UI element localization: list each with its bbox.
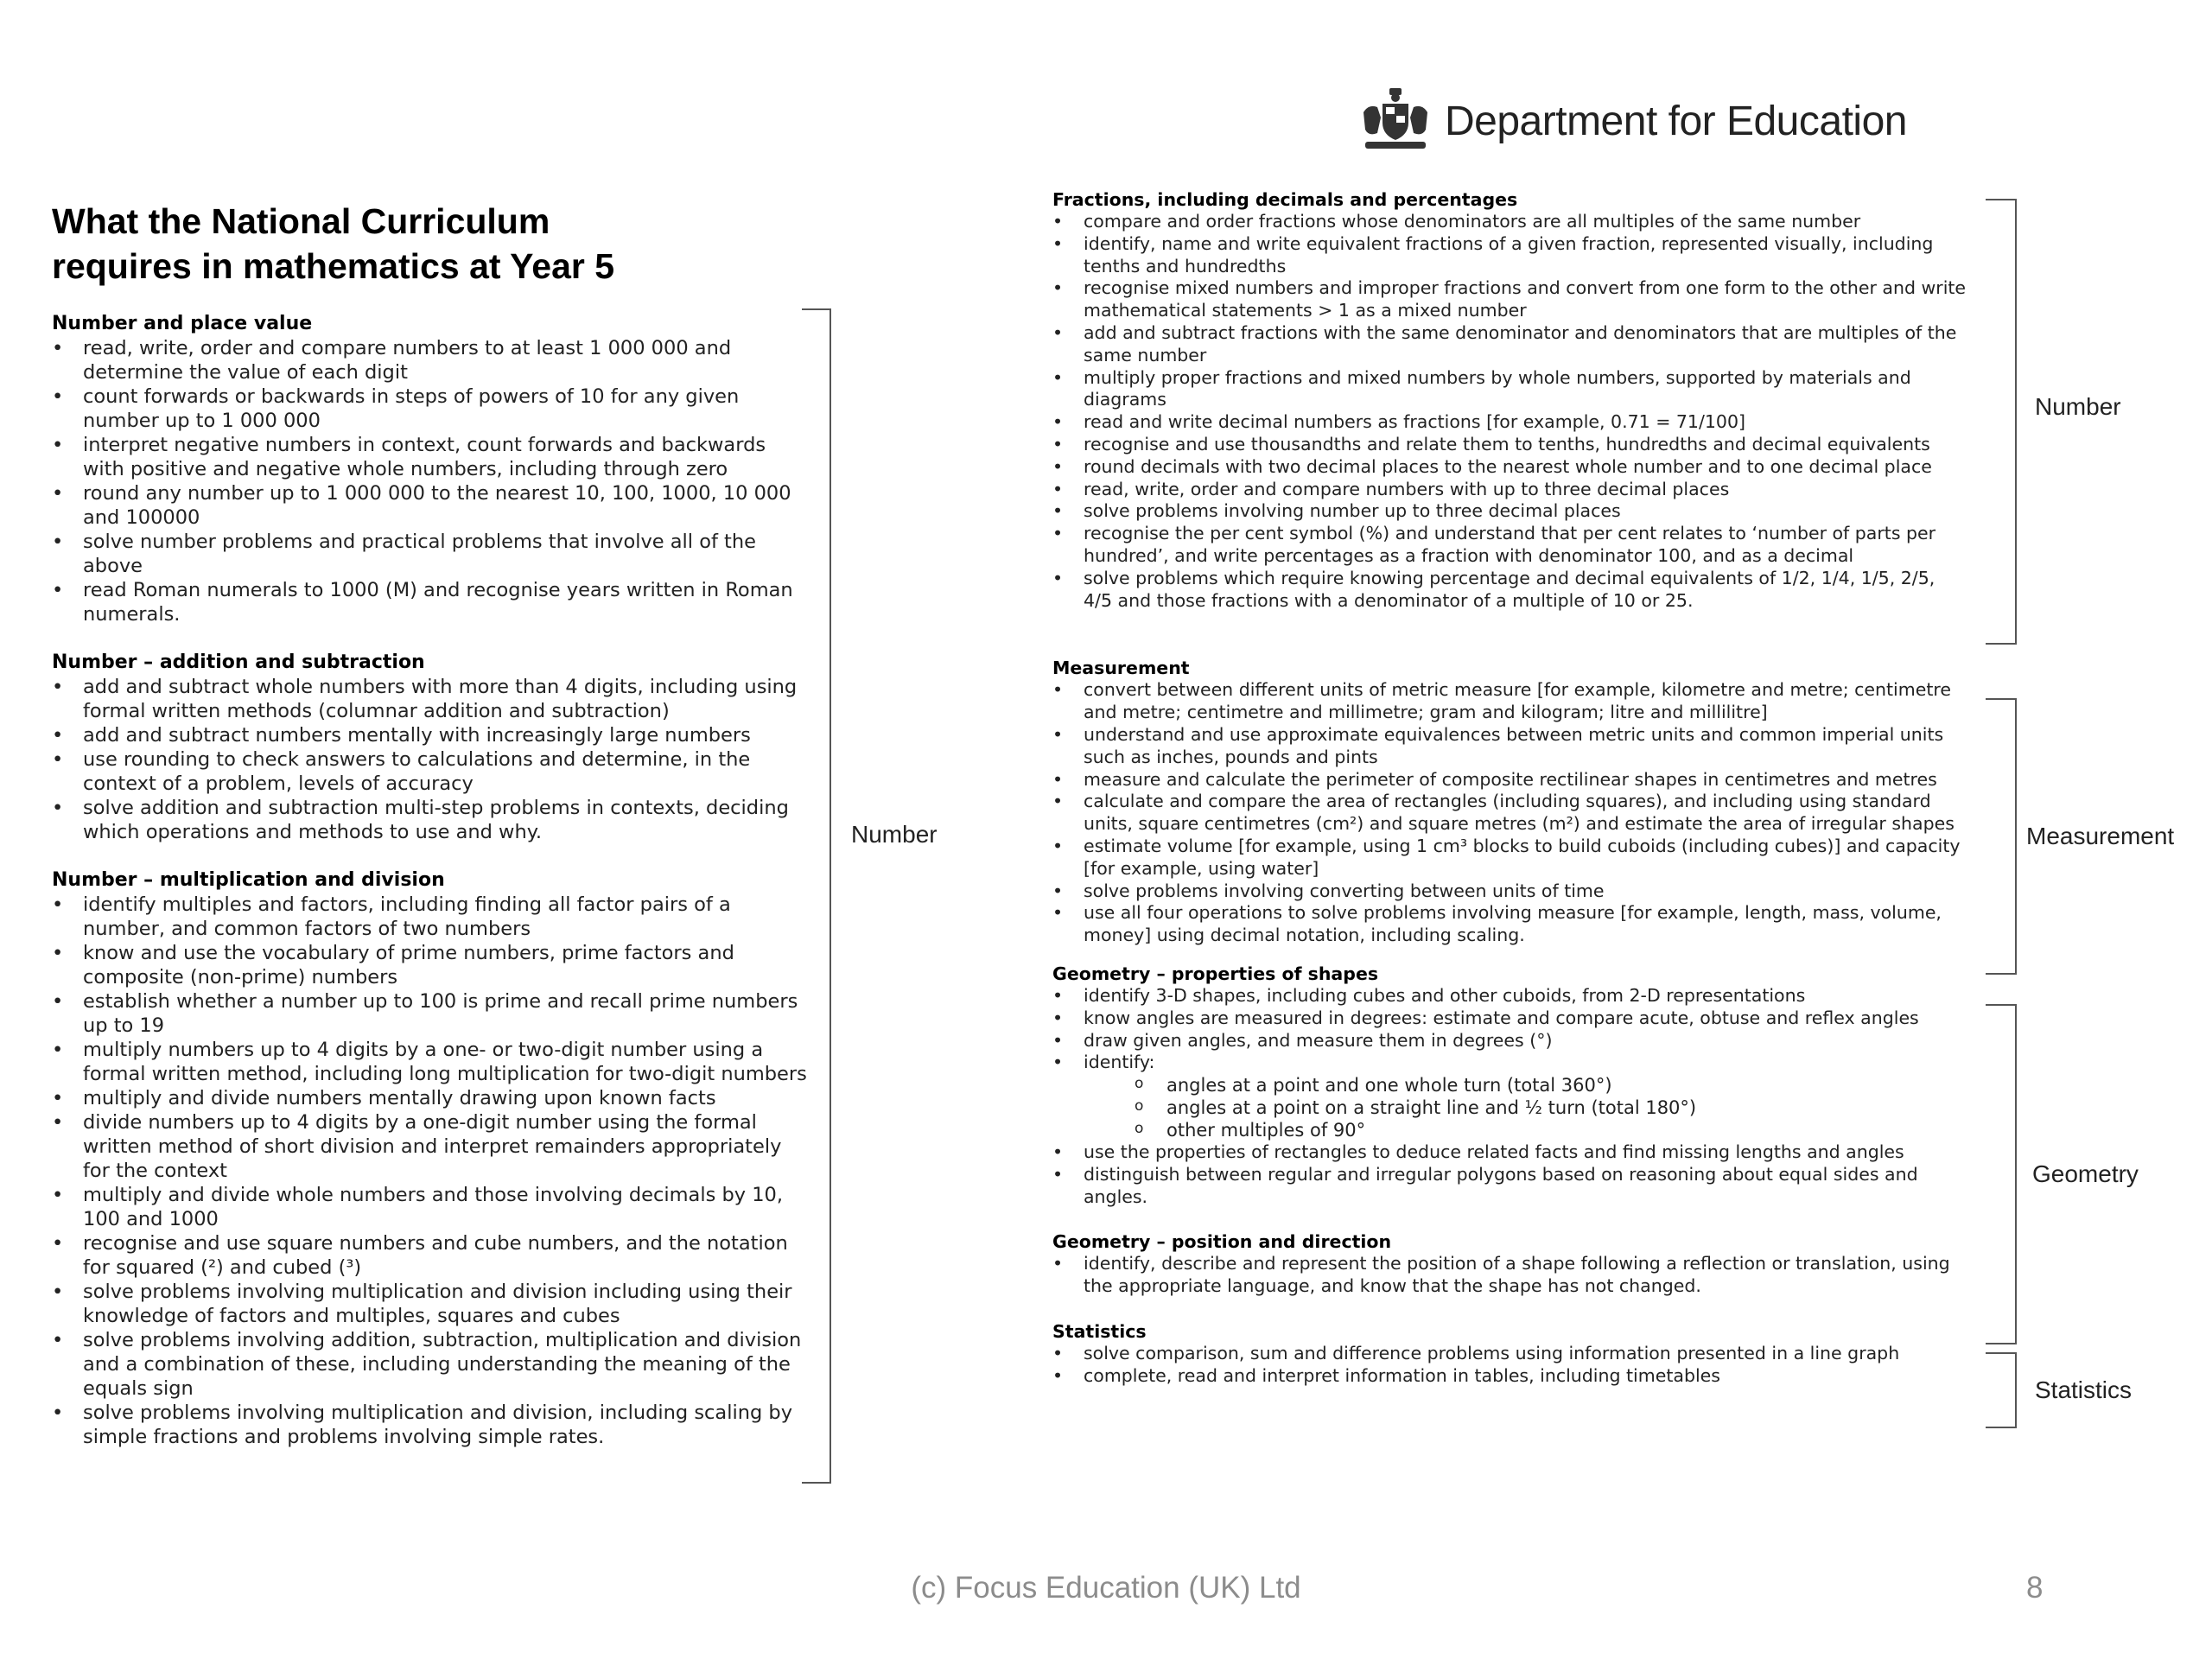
list-item: • measure and calculate the perimeter of composite rectilinear shapes in centimetres and metres	[1052, 769, 1968, 791]
sub-list-item: o other multiples of 90°	[1052, 1119, 1968, 1141]
list-item: • multiply and divide numbers mentally drawing upon known facts	[52, 1086, 812, 1110]
list-item: • recognise and use square numbers and cube numbers, and the notation for squared (²) and cubed (³)	[52, 1231, 812, 1280]
bracket-label-measurement: Measurement	[2026, 823, 2175, 849]
list-item: • recognise mixed numbers and improper fractions and convert from one form to the other and write mathematical statements > 1 as a mixed number	[1052, 277, 1968, 322]
list-item: • draw given angles, and measure them in degrees (°)	[1052, 1030, 1968, 1052]
section-number-place-value	[52, 312, 812, 626]
left-column	[52, 312, 812, 1449]
list-item: • add and subtract whole numbers with more than 4 digits, including using formal written methods (columnar addition and subtraction)	[52, 675, 812, 723]
section-geometry-position	[1052, 1230, 1968, 1298]
statistics-bracket	[1986, 1352, 2017, 1428]
list-item: • estimate volume [for example, using 1 cm³ blocks to build cuboids (including cubes)] and capacity [for example, using water]	[1052, 836, 1968, 880]
section-fractions	[1052, 188, 1968, 612]
section-title: Fractions, including decimals and percentages	[1052, 189, 1518, 210]
list-item: • solve problems involving number up to three decimal places	[1052, 500, 1968, 523]
page-title	[52, 199, 830, 289]
list-item: • identify multiples and factors, including finding all factor pairs of a number, and common factors of two numbers	[52, 893, 812, 941]
list-item: • multiply and divide whole numbers and those involving decimals by 10, 100 and 1000	[52, 1183, 812, 1231]
number-bracket-left	[802, 308, 831, 1484]
list-item: • identify, name and write equivalent fractions of a given fraction, represented visually, including tenths and hundredths	[1052, 233, 1968, 278]
bracket-label-statistics: Statistics	[2035, 1376, 2133, 1403]
list-item: • complete, read and interpret information in tables, including timetables	[1052, 1365, 1968, 1388]
list-item: • solve problems involving multiplication and division, including scaling by simple fractions and problems involving simple rates.	[52, 1401, 812, 1449]
list-item: • solve problems which require knowing percentage and decimal equivalents of 1/2, 1/4, 1/5, 2/5, 4/5 and those fractions with a denominator of a multiple of 10 or 25.	[1052, 568, 1968, 613]
sub-list	[1052, 1074, 1968, 1141]
section-geometry-shapes	[1052, 963, 1968, 1209]
list-item: • solve number problems and practical problems that involve all of the above	[52, 530, 812, 578]
page-title-line-2: requires in mathematics at Year 5	[52, 246, 615, 286]
dfe-logo	[1357, 86, 1907, 156]
list-item: • identify 3-D shapes, including cubes and other cuboids, from 2-D representations	[1052, 985, 1968, 1007]
list-item: • multiply numbers up to 4 digits by a one- or two-digit number using a formal written method, including long multiplication for two-digit numbers	[52, 1038, 812, 1086]
page-number: 8	[2026, 1571, 2044, 1605]
list-item: • round decimals with two decimal places to the nearest whole number and to one decimal place	[1052, 456, 1968, 479]
list-item: • identify, describe and represent the position of a shape following a reflection or translation, using the appropriate language, and know that the shape has not changed.	[1052, 1253, 1968, 1298]
list-item: • read Roman numerals to 1000 (M) and recognise years written in Roman numerals.	[52, 578, 812, 626]
list-item: • establish whether a number up to 100 is prime and recall prime numbers up to 19	[52, 989, 812, 1038]
section-title: Number – addition and subtraction	[52, 652, 425, 673]
number-bracket-right	[1986, 199, 2017, 645]
section-addition-subtraction	[52, 651, 812, 844]
list-item: • solve comparison, sum and difference problems using information presented in a line graph	[1052, 1343, 1968, 1365]
bullet-list	[1052, 1141, 1968, 1208]
bullet-list	[52, 893, 812, 1449]
royal-coat-of-arms-icon	[1357, 86, 1434, 156]
measurement-bracket	[1986, 698, 2017, 975]
bracket-label-number-right: Number	[2035, 393, 2121, 420]
list-item: • solve addition and subtraction multi-step problems in contexts, deciding which operations and methods to use and why.	[52, 796, 812, 844]
logo-text: Department for Education	[1445, 98, 1907, 144]
footer-copyright: (c) Focus Education (UK) Ltd	[911, 1571, 1301, 1605]
bracket-label-number-left: Number	[851, 821, 938, 848]
list-item: • multiply proper fractions and mixed numbers by whole numbers, supported by materials and diagrams	[1052, 367, 1968, 412]
bullet-list	[1052, 679, 1968, 947]
list-item: • solve problems involving multiplication and division including using their knowledge of factors and multiples, squares and cubes	[52, 1280, 812, 1328]
list-item: • compare and order fractions whose denominators are all multiples of the same number	[1052, 211, 1968, 233]
list-item: • solve problems involving converting between units of time	[1052, 880, 1968, 903]
list-item: • know angles are measured in degrees: estimate and compare acute, obtuse and reflex angles	[1052, 1007, 1968, 1030]
section-statistics	[1052, 1320, 1968, 1388]
bullet-list	[52, 336, 812, 626]
list-item: • read and write decimal numbers as fractions [for example, 0.71 = 71/100]	[1052, 411, 1968, 434]
sub-list-item: o angles at a point on a straight line and ½ turn (total 180°)	[1052, 1096, 1968, 1119]
list-item: • read, write, order and compare numbers to at least 1 000 000 and determine the value of each digit	[52, 336, 812, 385]
bullet-list	[1052, 1343, 1968, 1388]
page-title-line-1: What the National Curriculum	[52, 201, 550, 241]
list-item: • understand and use approximate equivalences between metric units and common imperial units such as inches, pounds and pints	[1052, 724, 1968, 769]
list-item: • identify:	[1052, 1052, 1968, 1074]
bullet-list	[1052, 211, 1968, 612]
bullet-list	[1052, 1253, 1968, 1298]
list-item: • divide numbers up to 4 digits by a one-digit number using the formal written method of short division and interpret remainders appropriately for the context	[52, 1110, 812, 1183]
list-item: • convert between different units of metric measure [for example, kilometre and metre; centimetre and metre; centimetre and millimetre; gram and kilogram; litre and millilitre]	[1052, 679, 1968, 724]
list-item: • distinguish between regular and irregular polygons based on reasoning about equal sides and angles.	[1052, 1164, 1968, 1209]
list-item: • add and subtract fractions with the same denominator and denominators that are multiples of the same number	[1052, 322, 1968, 367]
geometry-bracket	[1986, 1004, 2017, 1344]
list-item: • round any number up to 1 000 000 to the nearest 10, 100, 1000, 10 000 and 100000	[52, 481, 812, 530]
list-item: • use all four operations to solve problems involving measure [for example, length, mass, volume, money] using decimal notation, including scaling.	[1052, 902, 1968, 947]
list-item: • count forwards or backwards in steps of powers of 10 for any given number up to 1 000 000	[52, 385, 812, 433]
bullet-list	[52, 675, 812, 844]
section-measurement	[1052, 657, 1968, 947]
section-multiplication-division	[52, 868, 812, 1449]
list-item: • use rounding to check answers to calculations and determine, in the context of a problem, levels of accuracy	[52, 747, 812, 796]
bullet-list	[1052, 985, 1968, 1074]
bracket-label-geometry: Geometry	[2032, 1160, 2139, 1187]
list-item: • recognise the per cent symbol (%) and understand that per cent relates to ‘number of parts per hundred’, and write percentages as a fraction with denominator 100, and as a decimal	[1052, 523, 1968, 568]
list-item: • read, write, order and compare numbers with up to three decimal places	[1052, 479, 1968, 501]
section-title: Geometry – properties of shapes	[1052, 963, 1379, 984]
right-column	[1052, 188, 1968, 1388]
list-item: • use the properties of rectangles to deduce related facts and find missing lengths and angles	[1052, 1141, 1968, 1164]
section-title: Statistics	[1052, 1321, 1147, 1343]
section-title: Number – multiplication and division	[52, 869, 445, 891]
list-item: • know and use the vocabulary of prime numbers, prime factors and composite (non-prime) numbers	[52, 941, 812, 989]
list-item: • solve problems involving addition, subtraction, multiplication and division and a combination of these, including understanding the meaning of the equals sign	[52, 1328, 812, 1401]
list-item: • recognise and use thousandths and relate them to tenths, hundredths and decimal equivalents	[1052, 434, 1968, 456]
sub-list-item: o angles at a point and one whole turn (total 360°)	[1052, 1074, 1968, 1096]
section-title: Number and place value	[52, 313, 313, 334]
list-item: • interpret negative numbers in context, count forwards and backwards with positive and negative whole numbers, including through zero	[52, 433, 812, 481]
list-item: • calculate and compare the area of rectangles (including squares), and including using standard units, square centimetres (cm²) and square metres (m²) and estimate the area of irregular shapes	[1052, 791, 1968, 836]
list-item: • add and subtract numbers mentally with increasingly large numbers	[52, 723, 812, 747]
section-title: Measurement	[1052, 658, 1190, 679]
section-title: Geometry – position and direction	[1052, 1231, 1392, 1253]
